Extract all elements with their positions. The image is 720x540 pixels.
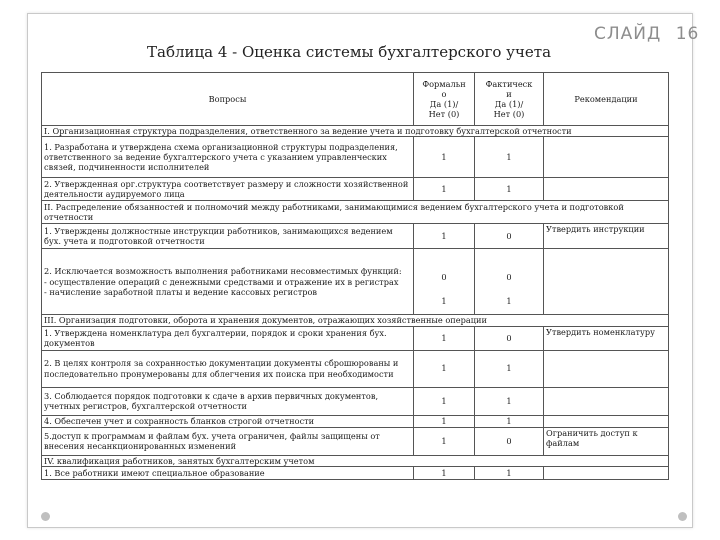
- table-row: [42, 137, 669, 178]
- table-row: [42, 415, 669, 427]
- recommendation-cell: [544, 415, 669, 427]
- table-row: [42, 466, 669, 479]
- question-cell: 1. Все работники имеют специальное образование: [42, 466, 414, 479]
- question-cell: 1. Утверждена номенклатура дел бухгалтерии, порядок и сроки хранения бух. документов: [42, 326, 414, 350]
- question-cell: [42, 249, 414, 315]
- header-actual-line: Нет (0): [493, 109, 525, 120]
- actual-value-1: 0: [506, 271, 512, 282]
- actual-value: 1: [475, 137, 544, 178]
- slide-number: 16: [675, 24, 700, 44]
- header-questions: Вопросы: [42, 73, 414, 126]
- assessment-table: [41, 72, 669, 480]
- table-row: [42, 178, 669, 201]
- question-cell: 1. Разработана и утверждена схема организационной структуры подразделения, ответственного за ведение бухгалтерского учета с указанием управленческих связей, подчиненности исполнителей: [42, 137, 414, 178]
- question-subitem: - осуществление операций с денежными средствами и отражение их в регистрах: [44, 276, 399, 287]
- recommendation-cell: [544, 249, 669, 315]
- section-row: [42, 126, 669, 137]
- header-formal-line: Нет (0): [428, 109, 460, 120]
- question-text: 2. Исключается возможность выполнения работниками несовместимых функций:: [44, 266, 402, 277]
- section-row: [42, 315, 669, 326]
- table-header-row: [42, 73, 669, 126]
- formal-value-2: 1: [441, 295, 447, 306]
- header-actual-line: Да (1)/: [494, 99, 524, 109]
- recommendation-cell: [544, 178, 669, 201]
- page-title: Таблица 4 - Оценка системы бухгалтерского учета: [147, 43, 552, 61]
- recommendation-cell: Ограничить доступ к файлам: [544, 427, 669, 455]
- header-recommendations: Рекомендации: [544, 73, 669, 126]
- formal-value: 1: [414, 326, 475, 350]
- question-cell: 3. Соблюдается порядок подготовки к сдаче в архив первичных документов, учетных регистров, бухгалтерской отчетности: [42, 387, 414, 415]
- formal-value: 1: [414, 466, 475, 479]
- table-row: [42, 387, 669, 415]
- slide-word: СЛАЙД: [594, 24, 662, 44]
- actual-value: 1: [475, 350, 544, 387]
- header-actual: [475, 73, 544, 126]
- formal-value: 1: [414, 387, 475, 415]
- decorative-dot-right: [678, 512, 687, 521]
- recommendation-cell: Утвердить номенклатуру: [544, 326, 669, 350]
- table-row: [42, 249, 669, 315]
- question-cell: 5.доступ к программам и файлам бух. учета ограничен, файлы защищены от внесения несанкционированных изменений: [42, 427, 414, 455]
- header-formal-line: Формальн: [422, 78, 466, 89]
- actual-value-2: 1: [506, 295, 512, 306]
- recommendation-cell: Утвердить инструкции: [544, 224, 669, 249]
- actual-value: 0: [475, 326, 544, 350]
- header-actual-line: и: [506, 88, 512, 99]
- actual-value: 0: [475, 224, 544, 249]
- actual-value: 1: [475, 415, 544, 427]
- actual-value: 1: [475, 387, 544, 415]
- formal-value: 1: [414, 350, 475, 387]
- section-row: [42, 455, 669, 466]
- section-1-title: I. Организационная структура подразделения, ответственного за ведение учета и подготовку бухгалтерской отчетности: [42, 126, 669, 137]
- actual-value: 1: [475, 466, 544, 479]
- formal-value-1: 0: [441, 271, 447, 282]
- question-cell: 2. В целях контроля за сохранностью документации документы сброшюрованы и последовательно пронумерованы для облегчения их поиска при необходимости: [42, 350, 414, 387]
- actual-value: 1: [475, 178, 544, 201]
- table-row: [42, 224, 669, 249]
- section-3-title: III. Организация подготовки, оборота и хранения документов, отражающих хозяйственные операции: [42, 315, 669, 326]
- header-formal: [414, 73, 475, 126]
- question-subitem: - начисление заработной платы и ведение кассовых регистров: [44, 286, 317, 297]
- formal-value: 1: [414, 224, 475, 249]
- table-row: [42, 427, 669, 455]
- recommendation-cell: [544, 466, 669, 479]
- formal-value: 1: [414, 427, 475, 455]
- recommendation-cell: [544, 387, 669, 415]
- actual-value: 0: [475, 427, 544, 455]
- decorative-dot-left: [41, 512, 50, 521]
- recommendation-cell: [544, 350, 669, 387]
- section-2-title: II. Распределение обязанностей и полномочий между работниками, занимающимися ведением бухгалтерского учета и подготовкой отчетности: [42, 201, 669, 224]
- header-actual-line: Фактическ: [485, 78, 533, 89]
- recommendation-cell: [544, 137, 669, 178]
- formal-value: 1: [414, 137, 475, 178]
- formal-value: 1: [414, 415, 475, 427]
- question-cell: 2. Утвержденная орг.структура соответствует размеру и сложности хозяйственной деятельности аудируемого лица: [42, 178, 414, 201]
- header-formal-line: Да (1)/: [429, 99, 459, 109]
- section-row: [42, 201, 669, 224]
- header-formal-line: о: [441, 88, 447, 99]
- formal-value: 1: [414, 178, 475, 201]
- section-4-title: IV. квалификация работников, занятых бухгалтерским учетом: [42, 455, 669, 466]
- table-row: [42, 326, 669, 350]
- question-cell: 1. Утверждены должностные инструкции работников, занимающихся ведением бух. учета и подготовкой отчетности: [42, 224, 414, 249]
- question-cell: 4. Обеспечен учет и сохранность бланков строгой отчетности: [42, 415, 414, 427]
- actual-value: [475, 249, 544, 315]
- table-row: [42, 350, 669, 387]
- formal-value: [414, 249, 475, 315]
- slide-number-label: [594, 24, 699, 44]
